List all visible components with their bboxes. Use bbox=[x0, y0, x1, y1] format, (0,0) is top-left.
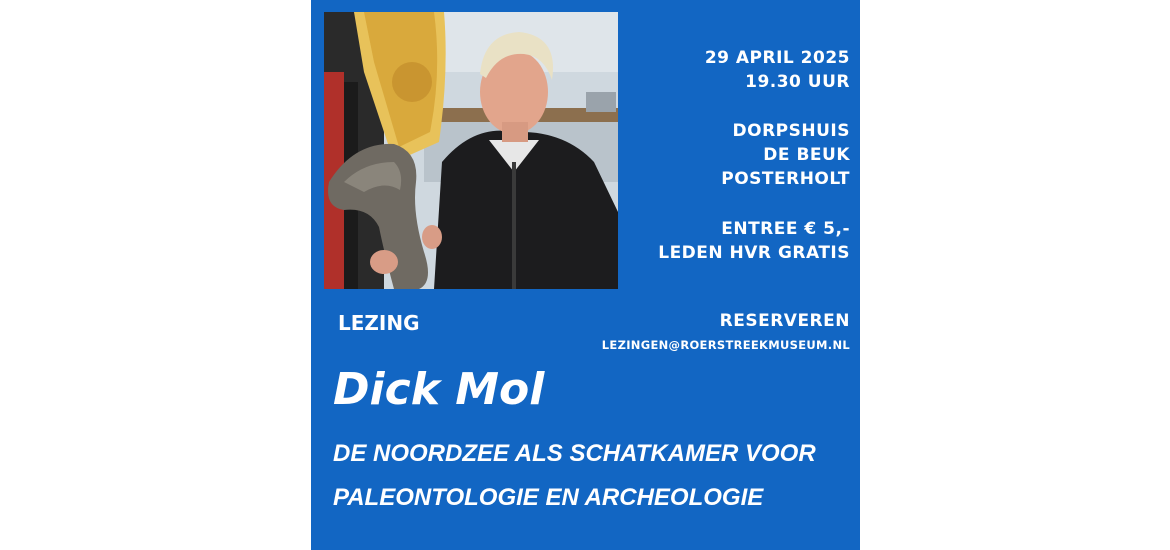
talk-title-line: PALEONTOLOGIE EN ARCHEOLOGIE bbox=[333, 484, 764, 511]
reservation-block bbox=[602, 309, 850, 353]
talk-type: LEZING bbox=[338, 311, 420, 335]
talk-title-line: DE NOORDZEE ALS SCHATKAMER VOOR bbox=[333, 440, 816, 467]
venue-line: POSTERHOLT bbox=[721, 169, 850, 189]
date-time-block bbox=[705, 46, 850, 94]
venue-block bbox=[721, 119, 850, 191]
reserve-label: RESERVEREN bbox=[719, 311, 850, 331]
entry-members: LEDEN HVR GRATIS bbox=[658, 243, 850, 263]
speaker-name: Dick Mol bbox=[333, 364, 545, 415]
entry-block bbox=[658, 217, 850, 265]
event-poster bbox=[311, 0, 860, 550]
venue-line: DORPSHUIS bbox=[732, 121, 850, 141]
reservation-email[interactable]: LEZINGEN@ROERSTREEKMUSEUM.NL bbox=[601, 338, 850, 352]
entry-price: ENTREE € 5,- bbox=[721, 219, 850, 239]
event-date: 29 APRIL 2025 bbox=[704, 48, 850, 68]
event-time: 19.30 UUR bbox=[745, 72, 850, 92]
venue-line: DE BEUK bbox=[763, 145, 850, 165]
speaker-photo bbox=[324, 12, 618, 289]
talk-title bbox=[333, 432, 853, 520]
